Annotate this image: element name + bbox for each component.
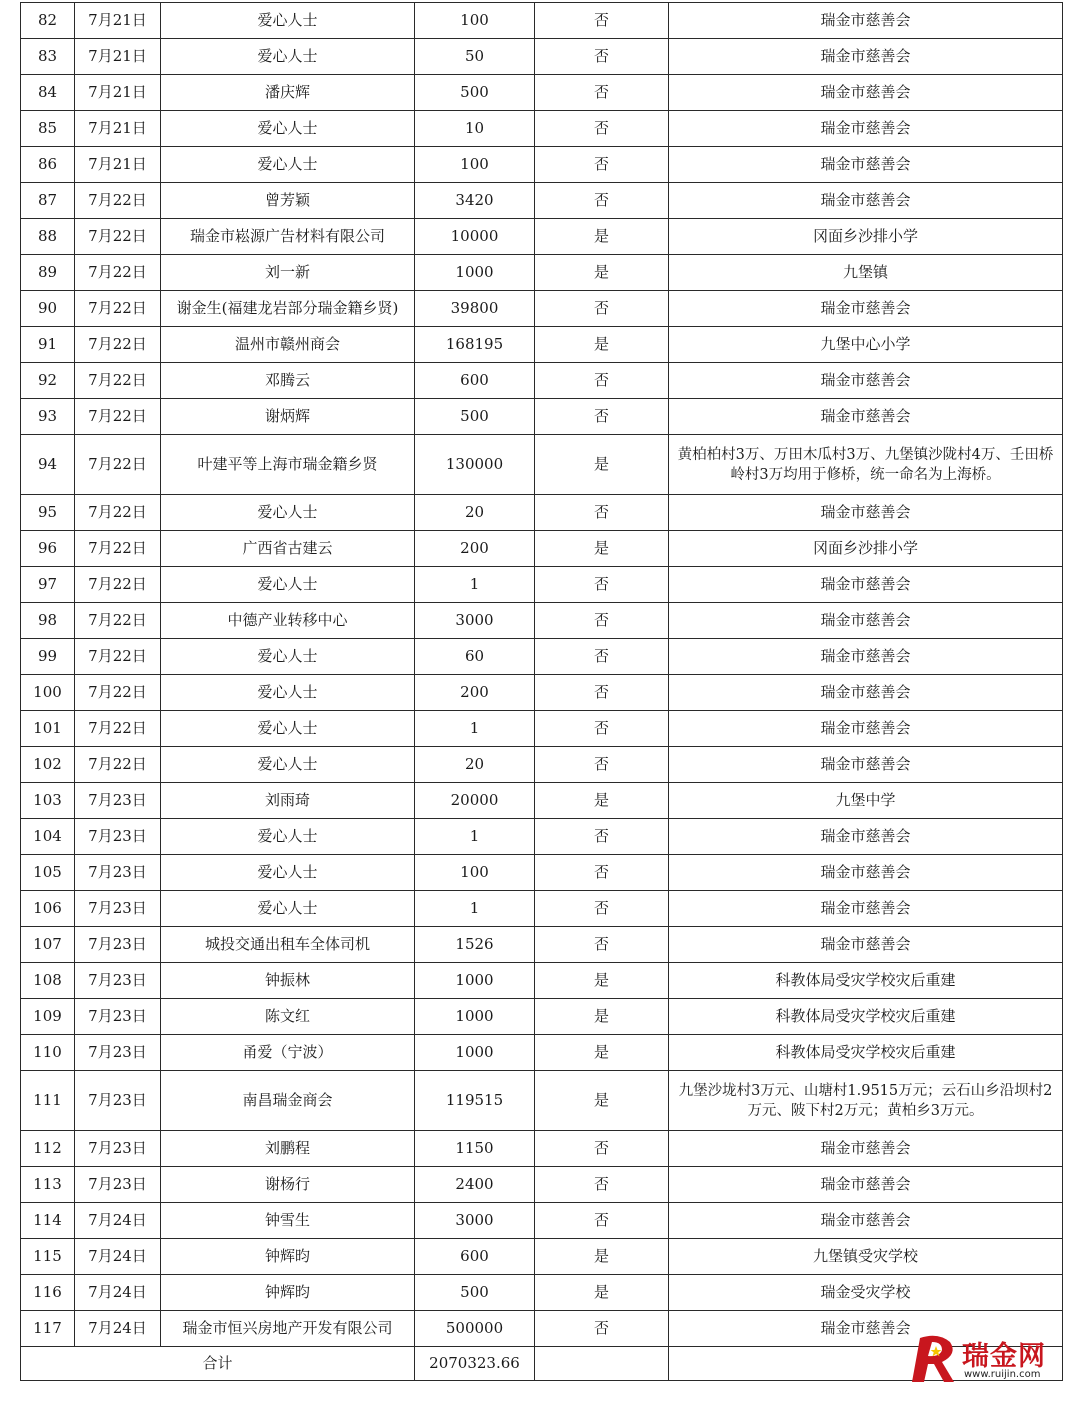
donation-amount: 20 — [415, 747, 535, 783]
row-number: 113 — [21, 1167, 75, 1203]
recipient: 瑞金市慈善会 — [669, 711, 1063, 747]
designated-flag: 否 — [535, 1167, 669, 1203]
recipient: 瑞金市慈善会 — [669, 639, 1063, 675]
recipient: 瑞金市慈善会 — [669, 147, 1063, 183]
row-number: 109 — [21, 999, 75, 1035]
donor-name: 瑞金市崧源广告材料有限公司 — [161, 219, 415, 255]
table-row — [21, 183, 1063, 219]
donation-amount: 500 — [415, 1275, 535, 1311]
recipient: 九堡中心小学 — [669, 327, 1063, 363]
donation-amount: 3000 — [415, 603, 535, 639]
donation-date: 7月22日 — [75, 531, 161, 567]
donor-name: 爱心人士 — [161, 675, 415, 711]
table-row — [21, 639, 1063, 675]
row-number: 104 — [21, 819, 75, 855]
designated-flag: 否 — [535, 183, 669, 219]
donor-name: 爱心人士 — [161, 819, 415, 855]
designated-flag: 是 — [535, 1071, 669, 1131]
designated-flag: 是 — [535, 327, 669, 363]
row-number: 105 — [21, 855, 75, 891]
table-row — [21, 327, 1063, 363]
row-number: 83 — [21, 39, 75, 75]
donation-date: 7月24日 — [75, 1275, 161, 1311]
row-number: 101 — [21, 711, 75, 747]
table-row — [21, 3, 1063, 39]
table-row — [21, 147, 1063, 183]
table-row — [21, 1035, 1063, 1071]
donation-amount: 1000 — [415, 963, 535, 999]
row-number: 86 — [21, 147, 75, 183]
donor-name: 钟辉昀 — [161, 1275, 415, 1311]
donation-amount: 1 — [415, 567, 535, 603]
designated-flag: 否 — [535, 855, 669, 891]
table-row — [21, 399, 1063, 435]
donation-amount: 10000 — [415, 219, 535, 255]
designated-flag: 否 — [535, 39, 669, 75]
donation-amount: 1000 — [415, 1035, 535, 1071]
table-row — [21, 111, 1063, 147]
recipient: 瑞金市慈善会 — [669, 1167, 1063, 1203]
recipient: 瑞金市慈善会 — [669, 567, 1063, 603]
row-number: 102 — [21, 747, 75, 783]
donor-name: 中德产业转移中心 — [161, 603, 415, 639]
designated-flag: 否 — [535, 1203, 669, 1239]
donation-date: 7月23日 — [75, 1167, 161, 1203]
row-number: 89 — [21, 255, 75, 291]
donor-name: 爱心人士 — [161, 891, 415, 927]
donation-table — [20, 2, 1063, 1381]
recipient: 瑞金市慈善会 — [669, 495, 1063, 531]
row-number: 99 — [21, 639, 75, 675]
donor-name: 钟振林 — [161, 963, 415, 999]
designated-flag: 是 — [535, 963, 669, 999]
recipient: 九堡镇受灾学校 — [669, 1239, 1063, 1275]
donation-amount: 3420 — [415, 183, 535, 219]
donation-amount: 1 — [415, 711, 535, 747]
donation-amount: 10 — [415, 111, 535, 147]
donor-name: 爱心人士 — [161, 495, 415, 531]
recipient: 瑞金市慈善会 — [669, 399, 1063, 435]
donation-date: 7月22日 — [75, 399, 161, 435]
recipient: 瑞金市慈善会 — [669, 3, 1063, 39]
donor-name: 谢金生(福建龙岩部分瑞金籍乡贤) — [161, 291, 415, 327]
recipient: 科教体局受灾学校灾后重建 — [669, 1035, 1063, 1071]
row-number: 97 — [21, 567, 75, 603]
table-row — [21, 1167, 1063, 1203]
donation-amount: 1 — [415, 819, 535, 855]
recipient: 瑞金市慈善会 — [669, 927, 1063, 963]
row-number: 91 — [21, 327, 75, 363]
table-row — [21, 1311, 1063, 1347]
donation-date: 7月22日 — [75, 675, 161, 711]
donor-name: 广西省古建云 — [161, 531, 415, 567]
donation-amount: 3000 — [415, 1203, 535, 1239]
donor-name: 陈文红 — [161, 999, 415, 1035]
row-number: 107 — [21, 927, 75, 963]
recipient: 瑞金市慈善会 — [669, 747, 1063, 783]
donor-name: 城投交通出租车全体司机 — [161, 927, 415, 963]
table-row — [21, 819, 1063, 855]
recipient: 九堡沙垅村3万元、山塘村1.9515万元；云石山乡沿坝村2万元、陂下村2万元；黄柏乡3万元。 — [669, 1071, 1063, 1131]
donation-date: 7月23日 — [75, 1071, 161, 1131]
donation-date: 7月22日 — [75, 435, 161, 495]
donation-date: 7月22日 — [75, 327, 161, 363]
donation-date: 7月23日 — [75, 783, 161, 819]
donor-name: 爱心人士 — [161, 567, 415, 603]
row-number: 114 — [21, 1203, 75, 1239]
donation-amount: 60 — [415, 639, 535, 675]
row-number: 92 — [21, 363, 75, 399]
donation-amount: 600 — [415, 1239, 535, 1275]
donor-name: 谢杨行 — [161, 1167, 415, 1203]
donation-amount: 1000 — [415, 255, 535, 291]
donation-amount: 1000 — [415, 999, 535, 1035]
donation-date: 7月22日 — [75, 603, 161, 639]
designated-flag: 是 — [535, 999, 669, 1035]
table-row — [21, 999, 1063, 1035]
donation-amount: 20000 — [415, 783, 535, 819]
table-row — [21, 1131, 1063, 1167]
recipient: 瑞金市慈善会 — [669, 855, 1063, 891]
donor-name: 谢炳辉 — [161, 399, 415, 435]
table-row — [21, 219, 1063, 255]
row-number: 116 — [21, 1275, 75, 1311]
recipient: 瑞金市慈善会 — [669, 183, 1063, 219]
donor-name: 爱心人士 — [161, 747, 415, 783]
designated-flag: 是 — [535, 531, 669, 567]
donation-date: 7月24日 — [75, 1203, 161, 1239]
donation-date: 7月22日 — [75, 495, 161, 531]
donor-name: 潘庆辉 — [161, 75, 415, 111]
table-row — [21, 711, 1063, 747]
donor-name: 温州市赣州商会 — [161, 327, 415, 363]
row-number: 112 — [21, 1131, 75, 1167]
designated-flag: 是 — [535, 1275, 669, 1311]
designated-flag: 否 — [535, 891, 669, 927]
designated-flag: 否 — [535, 399, 669, 435]
donation-amount: 130000 — [415, 435, 535, 495]
recipient: 黄柏柏村3万、万田木瓜村3万、九堡镇沙陇村4万、壬田桥岭村3万均用于修桥，统一命名为上海桥。 — [669, 435, 1063, 495]
recipient: 冈面乡沙排小学 — [669, 219, 1063, 255]
designated-flag: 否 — [535, 1311, 669, 1347]
donation-date: 7月22日 — [75, 255, 161, 291]
table-row — [21, 963, 1063, 999]
table-row — [21, 891, 1063, 927]
designated-flag: 是 — [535, 1035, 669, 1071]
donor-name: 刘雨琦 — [161, 783, 415, 819]
donation-amount: 39800 — [415, 291, 535, 327]
donor-name: 爱心人士 — [161, 111, 415, 147]
donation-amount: 100 — [415, 855, 535, 891]
row-number: 106 — [21, 891, 75, 927]
donor-name: 甬爱（宁波） — [161, 1035, 415, 1071]
row-number: 96 — [21, 531, 75, 567]
donation-amount: 1526 — [415, 927, 535, 963]
designated-flag: 是 — [535, 255, 669, 291]
total-label: 合计 — [21, 1347, 415, 1381]
row-number: 100 — [21, 675, 75, 711]
donation-date: 7月23日 — [75, 963, 161, 999]
designated-flag: 否 — [535, 363, 669, 399]
donor-name: 曾芳颖 — [161, 183, 415, 219]
designated-flag: 否 — [535, 927, 669, 963]
donation-amount: 20 — [415, 495, 535, 531]
donation-amount: 119515 — [415, 1071, 535, 1131]
table-row — [21, 1275, 1063, 1311]
row-number: 111 — [21, 1071, 75, 1131]
donation-amount: 168195 — [415, 327, 535, 363]
donor-name: 爱心人士 — [161, 147, 415, 183]
donor-name: 叶建平等上海市瑞金籍乡贤 — [161, 435, 415, 495]
row-number: 82 — [21, 3, 75, 39]
row-number: 93 — [21, 399, 75, 435]
donation-amount: 50 — [415, 39, 535, 75]
table-row — [21, 495, 1063, 531]
row-number: 84 — [21, 75, 75, 111]
designated-flag: 否 — [535, 111, 669, 147]
row-number: 108 — [21, 963, 75, 999]
donation-amount: 500 — [415, 399, 535, 435]
donor-name: 爱心人士 — [161, 3, 415, 39]
table-row — [21, 675, 1063, 711]
designated-flag: 是 — [535, 1239, 669, 1275]
donation-amount: 1150 — [415, 1131, 535, 1167]
row-number: 87 — [21, 183, 75, 219]
donor-name: 爱心人士 — [161, 639, 415, 675]
designated-flag: 否 — [535, 567, 669, 603]
watermark-url: www.ruijin.com — [964, 1369, 1041, 1380]
donation-amount: 2400 — [415, 1167, 535, 1203]
table-row — [21, 567, 1063, 603]
donation-amount: 100 — [415, 147, 535, 183]
donation-date: 7月22日 — [75, 291, 161, 327]
table-row — [21, 75, 1063, 111]
row-number: 90 — [21, 291, 75, 327]
watermark-name: 瑞金网 — [962, 1341, 1046, 1372]
designated-flag: 否 — [535, 747, 669, 783]
donation-date: 7月21日 — [75, 111, 161, 147]
table-row — [21, 1239, 1063, 1275]
donation-date: 7月22日 — [75, 747, 161, 783]
recipient: 冈面乡沙排小学 — [669, 531, 1063, 567]
donor-name: 刘鹏程 — [161, 1131, 415, 1167]
donation-amount: 100 — [415, 3, 535, 39]
donation-date: 7月22日 — [75, 567, 161, 603]
designated-flag: 否 — [535, 819, 669, 855]
recipient: 瑞金市慈善会 — [669, 39, 1063, 75]
designated-flag: 否 — [535, 3, 669, 39]
designated-flag: 是 — [535, 435, 669, 495]
designated-flag: 是 — [535, 219, 669, 255]
donation-amount: 500000 — [415, 1311, 535, 1347]
donation-amount: 200 — [415, 531, 535, 567]
recipient: 科教体局受灾学校灾后重建 — [669, 963, 1063, 999]
donation-date: 7月23日 — [75, 999, 161, 1035]
table-row — [21, 255, 1063, 291]
row-number: 85 — [21, 111, 75, 147]
table-row — [21, 435, 1063, 495]
table-row — [21, 1071, 1063, 1131]
designated-flag: 否 — [535, 291, 669, 327]
row-number: 115 — [21, 1239, 75, 1275]
recipient: 科教体局受灾学校灾后重建 — [669, 999, 1063, 1035]
total-row — [21, 1347, 1063, 1381]
recipient: 瑞金市慈善会 — [669, 1311, 1063, 1347]
recipient: 瑞金市慈善会 — [669, 819, 1063, 855]
donation-date: 7月21日 — [75, 3, 161, 39]
row-number: 103 — [21, 783, 75, 819]
row-number: 94 — [21, 435, 75, 495]
table-row — [21, 363, 1063, 399]
table-row — [21, 747, 1063, 783]
donor-name: 钟辉昀 — [161, 1239, 415, 1275]
donation-amount: 200 — [415, 675, 535, 711]
table-row — [21, 783, 1063, 819]
donor-name: 南昌瑞金商会 — [161, 1071, 415, 1131]
recipient: 瑞金市慈善会 — [669, 675, 1063, 711]
designated-flag: 否 — [535, 639, 669, 675]
donation-date: 7月21日 — [75, 75, 161, 111]
donor-name: 爱心人士 — [161, 39, 415, 75]
donation-date: 7月24日 — [75, 1239, 161, 1275]
table-row — [21, 855, 1063, 891]
designated-flag: 否 — [535, 147, 669, 183]
table-row — [21, 291, 1063, 327]
donation-date: 7月23日 — [75, 855, 161, 891]
designated-flag: 否 — [535, 603, 669, 639]
donation-date: 7月22日 — [75, 711, 161, 747]
designated-flag: 否 — [535, 675, 669, 711]
recipient: 瑞金市慈善会 — [669, 891, 1063, 927]
recipient: 瑞金市慈善会 — [669, 111, 1063, 147]
recipient: 瑞金市慈善会 — [669, 1131, 1063, 1167]
row-number: 88 — [21, 219, 75, 255]
table-row — [21, 1203, 1063, 1239]
donor-name: 爱心人士 — [161, 711, 415, 747]
donor-name: 瑞金市恒兴房地产开发有限公司 — [161, 1311, 415, 1347]
row-number: 98 — [21, 603, 75, 639]
donation-date: 7月23日 — [75, 819, 161, 855]
row-number: 95 — [21, 495, 75, 531]
recipient: 瑞金市慈善会 — [669, 603, 1063, 639]
recipient: 九堡中学 — [669, 783, 1063, 819]
row-number: 117 — [21, 1311, 75, 1347]
recipient: 瑞金市慈善会 — [669, 1203, 1063, 1239]
designated-flag: 否 — [535, 75, 669, 111]
donation-date: 7月23日 — [75, 891, 161, 927]
total-amount: 2070323.66 — [415, 1347, 535, 1381]
table-row — [21, 531, 1063, 567]
table-row — [21, 927, 1063, 963]
donation-date: 7月22日 — [75, 639, 161, 675]
donation-date: 7月21日 — [75, 39, 161, 75]
recipient: 瑞金市慈善会 — [669, 363, 1063, 399]
donation-amount: 600 — [415, 363, 535, 399]
donation-date: 7月24日 — [75, 1311, 161, 1347]
designated-flag: 否 — [535, 1131, 669, 1167]
donation-date: 7月23日 — [75, 1131, 161, 1167]
table-row — [21, 603, 1063, 639]
donation-amount: 1 — [415, 891, 535, 927]
designated-flag: 否 — [535, 495, 669, 531]
donation-date: 7月21日 — [75, 147, 161, 183]
donation-date: 7月22日 — [75, 183, 161, 219]
row-number: 110 — [21, 1035, 75, 1071]
donation-date: 7月22日 — [75, 219, 161, 255]
designated-flag: 否 — [535, 711, 669, 747]
recipient: 瑞金市慈善会 — [669, 75, 1063, 111]
table-row — [21, 39, 1063, 75]
recipient: 瑞金市慈善会 — [669, 291, 1063, 327]
donor-name: 刘一新 — [161, 255, 415, 291]
donor-name: 钟雪生 — [161, 1203, 415, 1239]
recipient: 九堡镇 — [669, 255, 1063, 291]
donation-date: 7月23日 — [75, 1035, 161, 1071]
donor-name: 邓腾云 — [161, 363, 415, 399]
donation-date: 7月22日 — [75, 363, 161, 399]
donation-amount: 500 — [415, 75, 535, 111]
designated-flag: 是 — [535, 783, 669, 819]
donation-date: 7月23日 — [75, 927, 161, 963]
recipient: 瑞金受灾学校 — [669, 1275, 1063, 1311]
donor-name: 爱心人士 — [161, 855, 415, 891]
